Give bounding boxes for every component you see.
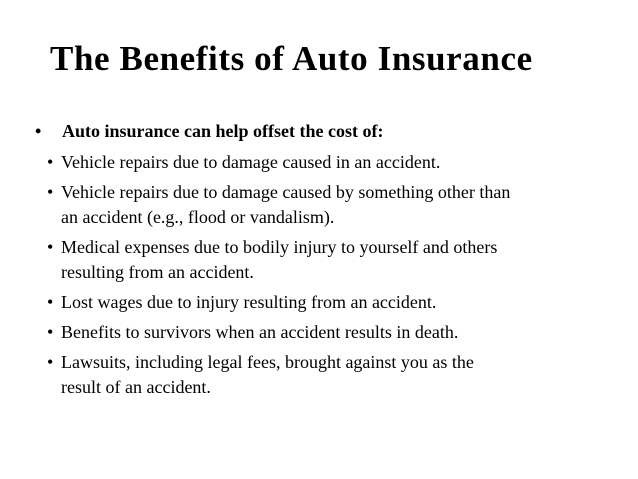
list-item	[47, 350, 632, 400]
bullet-icon: •	[47, 292, 54, 312]
bullet-icon: •	[35, 121, 42, 141]
list-item-text: Vehicle repairs due to damage caused by something other than	[61, 182, 511, 202]
bullet-icon: •	[47, 152, 54, 172]
list-item	[47, 180, 632, 230]
bullet-icon: •	[47, 182, 54, 202]
bullet-icon: •	[47, 322, 54, 342]
list-item-text: Medical expenses due to bodily injury to yourself and others	[61, 237, 498, 257]
intro-bullet-item	[35, 119, 383, 143]
list-item-text-continued: an accident (e.g., flood or vandalism).	[61, 207, 335, 227]
bullet-icon: •	[47, 237, 54, 257]
slide-title: The Benefits of Auto Insurance	[50, 39, 533, 78]
list-item-text: Lost wages due to injury resulting from an accident.	[61, 292, 437, 312]
benefits-list	[47, 150, 632, 405]
list-item	[47, 235, 632, 285]
intro-text: Auto insurance can help offset the cost of:	[62, 121, 384, 141]
list-item-text: Vehicle repairs due to damage caused in an accident.	[61, 152, 441, 172]
list-item-text-continued: result of an accident.	[61, 377, 211, 397]
list-item-text: Benefits to survivors when an accident results in death.	[61, 322, 459, 342]
list-item-text-continued: resulting from an accident.	[61, 262, 254, 282]
list-item-text: Lawsuits, including legal fees, brought against you as the	[61, 352, 474, 372]
bullet-icon: •	[47, 352, 54, 372]
list-item	[47, 290, 632, 315]
list-item	[47, 320, 632, 345]
list-item	[47, 150, 632, 175]
